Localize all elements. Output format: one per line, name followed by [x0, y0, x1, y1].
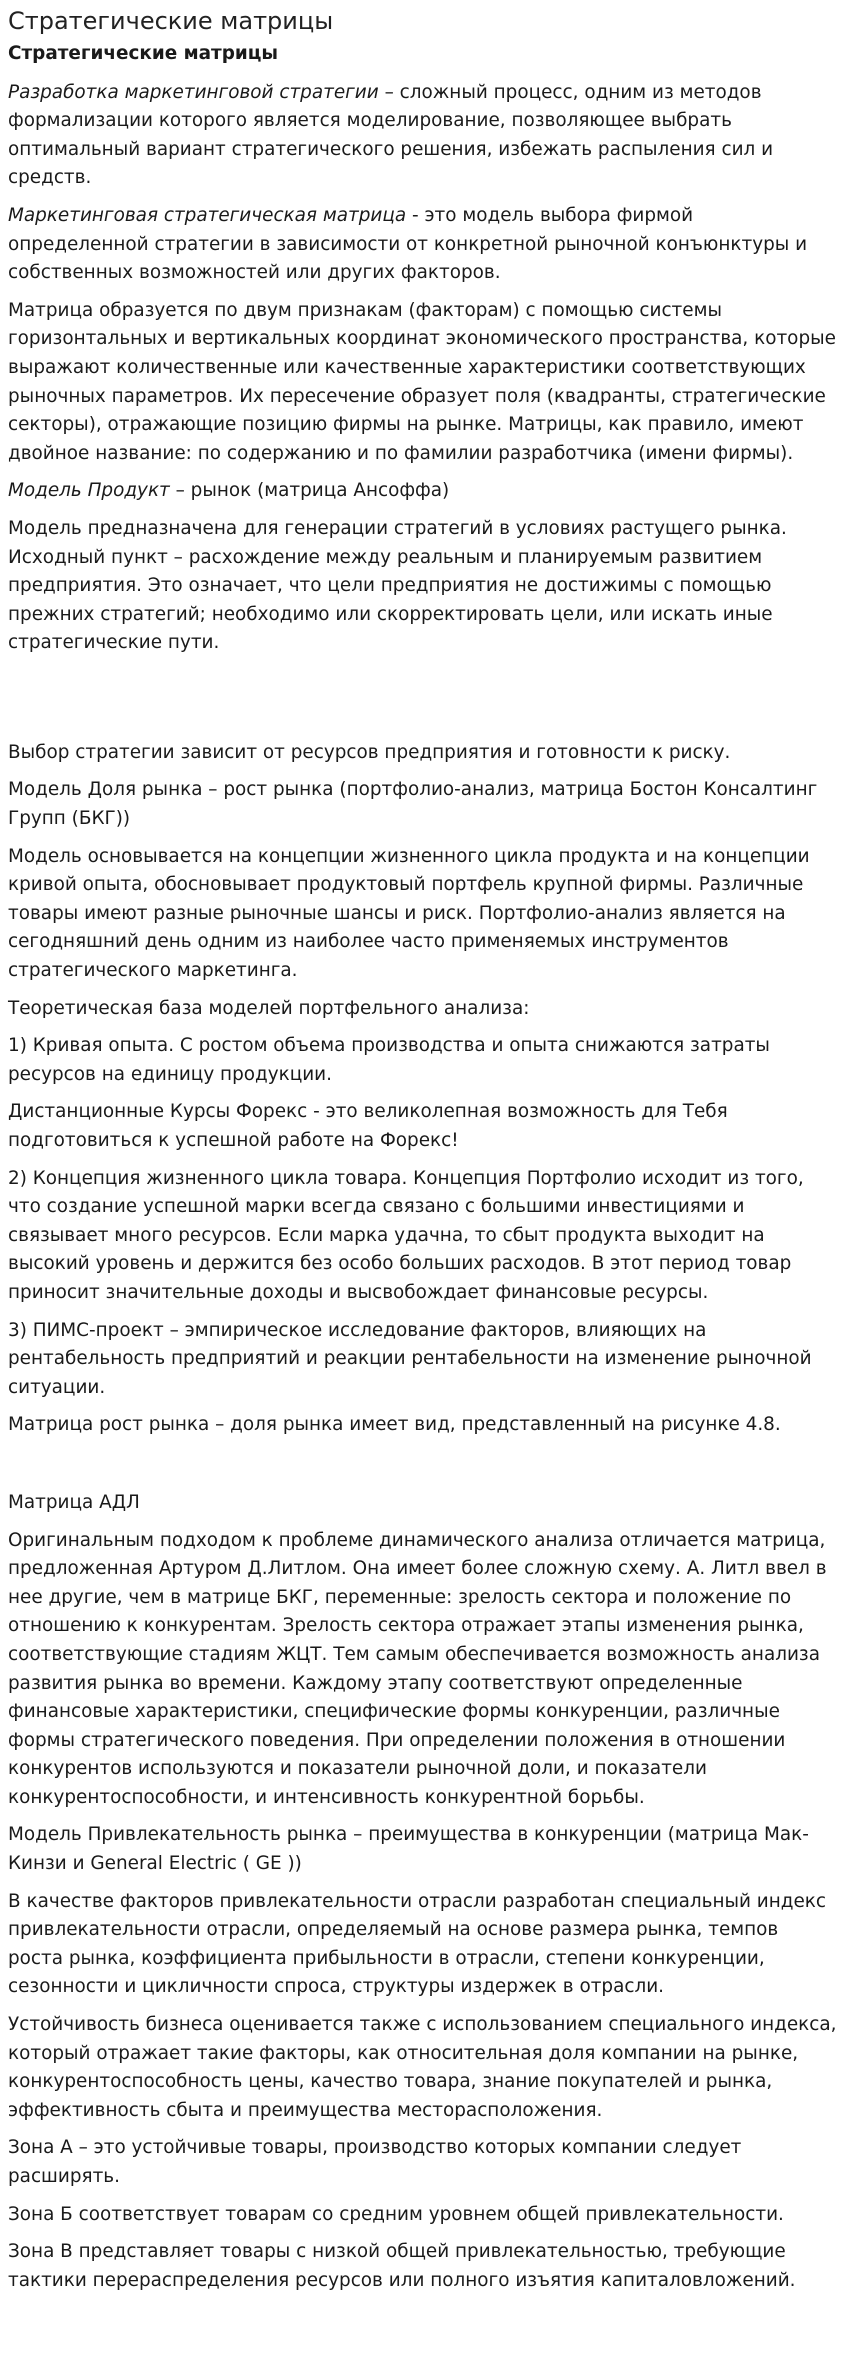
figure-placeholder: [8, 667, 837, 739]
paragraph-strategy-development: [8, 79, 837, 193]
paragraph-ge-heading: Модель Привлекательность рынка – преимущества в конкуренции (матрица Мак-Кинзи и General Electric ( GE )): [8, 1824, 809, 1875]
paragraph-strategic-matrix: [8, 202, 837, 288]
paragraph-adl-description: Оригинальным подходом к проблеме динамического анализа отличается матрица, предложенная Артуром Д.Литлом. Она имеет более сложную схему. А. Литл ввел в нее другие, чем в матрице БКГ, переменные: зрелость сектора и положение по отношению к конкурентам. Зрелость сектора отражает этапы изменения рынка, соответствующие стадиям ЖЦТ. Тем самым обеспечивается возможность анализа развития рынка во времени. Каждому этапу соответствуют определенные финансовые характеристики, специфические формы конкуренции, различные формы стратегического поведения. При определении положения в отношении конкурентов используются и показатели рыночной доли, и показатели конкурентоспособности, и интенсивность конкурентной борьбы.: [8, 1529, 827, 1808]
paragraph-theory-base: Теоретическая база моделей портфельного анализа:: [8, 997, 530, 1019]
paragraph-zone-b: Зона Б соответствует товарам со средним уровнем общей привлекательности.: [8, 2203, 784, 2225]
paragraph-strategy-choice: Выбор стратегии зависит от ресурсов предприятия и готовности к риску.: [8, 741, 731, 763]
term-strategic-matrix: Маркетинговая стратегическая матрица: [8, 204, 407, 226]
paragraph-ansoff-heading: [8, 477, 837, 506]
term-strategy-development: Разработка маркетинговой стратегии: [8, 81, 379, 103]
paragraph-ansoff-description: Модель предназначена для генерации стратегий в условиях растущего рынка. Исходный пункт – расхождение между реальным и планируемым развитием предприятия. Это означает, что цели предприятия не достижимы с помощью прежних стратегий; необходимо или скорректировать цели, или искать иные стратегические пути.: [8, 517, 787, 654]
paragraph-forex-ad: Дистанционные Курсы Форекс - это великолепная возможность для Тебя подготовиться к успешной работе на Форекс!: [8, 1101, 728, 1151]
paragraph-figure-reference: Матрица рост рынка – доля рынка имеет вид, представленный на рисунке 4.8.: [8, 1414, 781, 1436]
paragraph-matrix-formation: Матрица образуется по двум признакам (факторам) с помощью системы горизонтальных и вертикальных координат экономического пространства, которые выражают количественные или качественные характеристики соответствующих рыночных параметров. Их пересечение образует поля (квадранты, стратегические секторы), отражающие позицию фирмы на рынке. Матрицы, как правило, имеют двойное название: по содержанию и по фамилии разработчика (имени фирмы).: [8, 299, 836, 464]
list-item-pims: 3) ПИМС-проект – эмпирическое исследование факторов, влияющих на рентабельность предприятий и реакции рентабельности на изменение рыночной ситуации.: [8, 1319, 812, 1398]
page-title: Стратегические матрицы: [8, 7, 334, 35]
paragraph-adl-heading: Матрица АДЛ: [8, 1491, 140, 1513]
list-item-experience-curve: 1) Кривая опыта. С ростом объема производства и опыта снижаются затраты ресурсов на единицу продукции.: [8, 1035, 770, 1085]
paragraph-text: - это модель выбора фирмой определенной стратегии в зависимости от конкретной рыночной конъюнктуры и собственных возможностей или других факторов.: [8, 204, 808, 284]
paragraph-bcg-description: Модель основывается на концепции жизненного цикла продукта и на концепции кривой опыта, обосновывает продуктовый портфель крупной фирмы. Различные товары имеют разные рыночные шансы и риск. Портфолио-анализ является на сегодняшний день одним из наиболее часто применяемых инструментов стратегического маркетинга.: [8, 845, 810, 982]
article-subtitle: Стратегические матрицы: [8, 43, 279, 64]
list-item-lifecycle: 2) Концепция жизненного цикла товара. Концепция Портфолио исходит из того, что создание успешной марки всегда связано с большими инвестициями и связывает много ресурсов. Если марка удачна, то сбыт продукта выходит на высокий уровень и держится без особо больших расходов. В этот период товар приносит значительные доходы и высвобождает финансовые ресурсы.: [8, 1167, 804, 1303]
term-product-model: Модель Продукт: [8, 480, 170, 502]
paragraph-zone-a: Зона А – это устойчивые товары, производство которых компании следует расширять.: [8, 2137, 742, 2187]
paragraph-bcg-heading: Модель Доля рынка – рост рынка (портфолио-анализ, матрица Бостон Консалтинг Групп (БКГ)): [8, 779, 818, 830]
paragraph-zone-c: Зона В представляет товары с низкой общей привлекательностью, требующие тактики перераспределения ресурсов или полного изъятия капиталовложений.: [8, 2241, 796, 2291]
paragraph-business-strength: Устойчивость бизнеса оценивается также с использованием специального индекса, который отражает такие факторы, как относительная доля компании на рынке, конкурентоспособность цены, качество товара, знание покупателей и рынка, эффективность сбыта и преимущества месторасположения.: [8, 2014, 837, 2121]
paragraph-text: – сложный процесс, одним из методов формализации которого является моделирование, позволяющее выбрать оптимальный вариант стратегического решения, избежать распыления сил и средств.: [8, 81, 774, 189]
paragraph-text: – рынок (матрица Ансоффа): [169, 480, 450, 502]
paragraph-attractiveness-index: В качестве факторов привлекательности отрасли разработан специальный индекс привлекательности отрасли, определяемый на основе размера рынка, темпов роста рынка, коэффициента прибыльности в отрасли, степени конкуренции, сезонности и цикличности спроса, структуры издержек в отрасли.: [8, 1890, 827, 1998]
figure-placeholder: [8, 1449, 837, 1489]
